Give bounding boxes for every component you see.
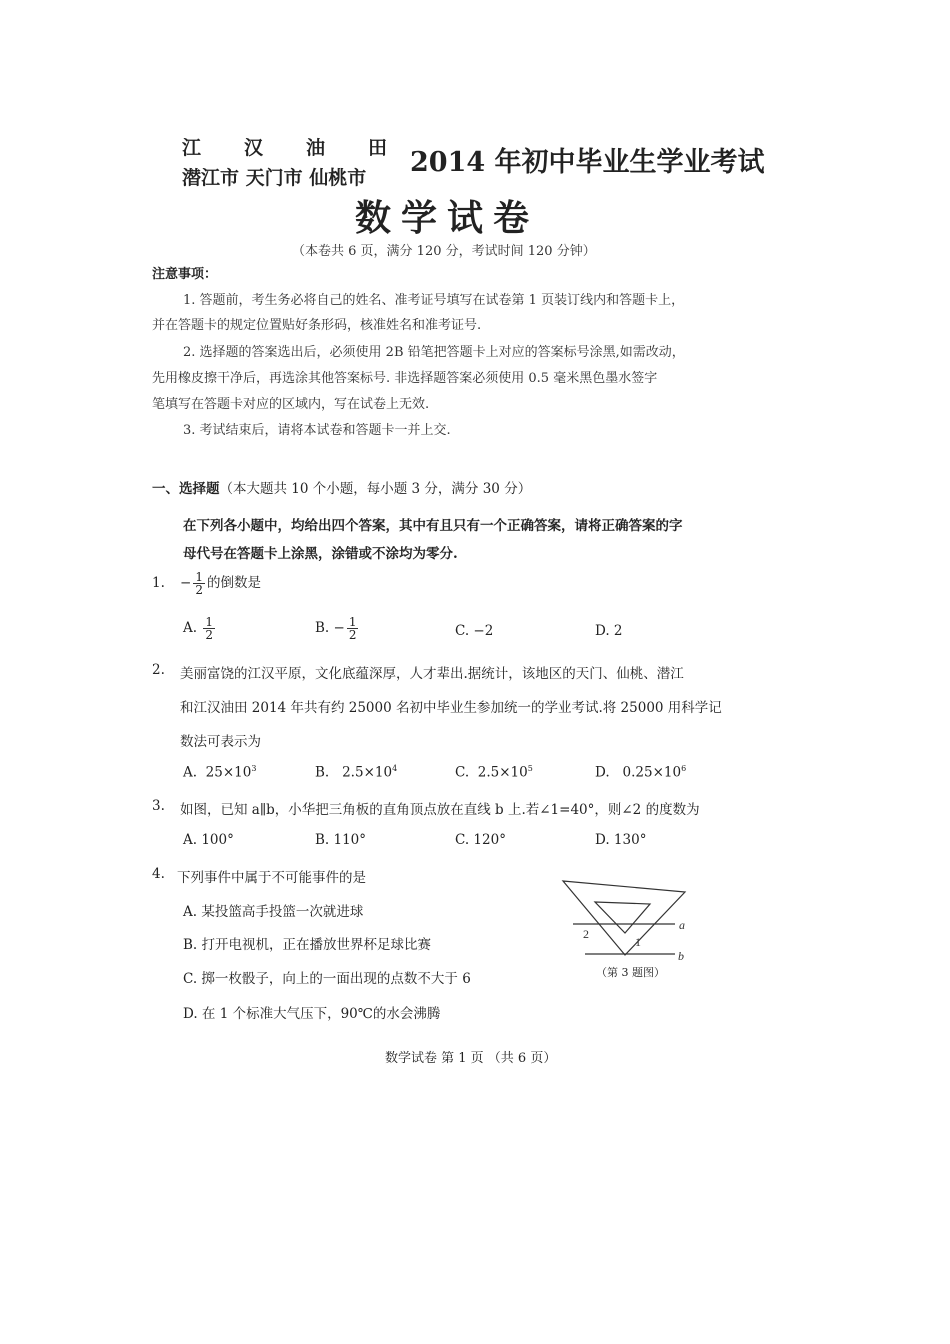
label-b: b <box>678 949 684 963</box>
notice-line: 并在答题卡的规定位置贴好条形码，核准姓名和准考证号. <box>152 318 482 333</box>
option-a <box>183 764 256 781</box>
option-c: C. −2 <box>455 623 494 639</box>
exponent: 4 <box>392 764 398 773</box>
label-angle-2: 2 <box>583 927 589 941</box>
section-heading <box>152 477 531 497</box>
option-b <box>315 616 360 641</box>
option-d <box>595 764 686 781</box>
question-number: 2. <box>152 662 165 678</box>
fraction-denominator: 2 <box>195 583 203 597</box>
option-label: C. <box>455 764 470 781</box>
option-a <box>183 616 217 641</box>
minus-sign: − <box>333 620 345 636</box>
question-stem: 数法可表示为 <box>180 734 261 750</box>
region-char: 江 <box>182 137 202 159</box>
notice-line: 先用橡皮擦干净后，再选涂其他答案标号. 非选择题答案必须使用 0.5 毫米黑色墨水签字 <box>152 371 658 386</box>
option-c: C. 掷一枚骰子，向上的一面出现的点数不大于 6 <box>183 971 471 987</box>
option-b: B. 打开电视机，正在播放世界杯足球比赛 <box>183 937 432 953</box>
notice-line: 2. 选择题的答案选出后，必须使用 2B 铅笔把答题卡上对应的答案标号涂黑,如需改动， <box>183 345 685 360</box>
option-value: 2.5×10 <box>342 764 393 781</box>
q3-figure <box>555 875 705 965</box>
page-title: 数学试卷 <box>355 197 540 239</box>
region-char: 田 <box>368 137 388 159</box>
section-meta: （本大题共 10 个小题，每小题 3 分，满分 30 分） <box>219 481 532 497</box>
option-c: C. 120° <box>455 832 506 848</box>
region-char: 油 <box>306 137 326 159</box>
question-stem: 如图，已知 a∥b，小华把三角板的直角顶点放在直线 b 上.若∠1=40°，则∠2 的度数为 <box>180 802 700 818</box>
option-label: A. <box>183 620 198 636</box>
figure-caption: （第 3 题图） <box>596 966 665 979</box>
option-d: D. 130° <box>595 832 647 848</box>
option-label: B. <box>315 764 330 781</box>
option-c <box>455 764 533 781</box>
option-label: B. <box>315 620 330 636</box>
option-value: 2.5×10 <box>477 764 528 781</box>
notice-heading: 注意事项： <box>152 267 218 282</box>
label-a: a <box>679 918 685 932</box>
exam-title: 2014 年初中毕业生学业考试 <box>410 147 765 178</box>
option-label: D. <box>595 764 610 781</box>
fraction-numerator: 1 <box>348 615 357 629</box>
fraction-denominator: 2 <box>348 628 357 642</box>
question-stem: 的倒数是 <box>206 575 261 591</box>
region-line-1 <box>182 133 387 160</box>
option-d: D. 在 1 个标准大气压下，90℃的水会沸腾 <box>183 1006 441 1022</box>
region-char: 汉 <box>244 137 264 159</box>
notice-line: 1. 答题前，考生务必将自己的姓名、准考证号填写在试卷第 1 页装订线内和答题卡上， <box>183 293 685 308</box>
question-stem: 和江汉油田 2014 年共有约 25000 名初中毕业生参加统一的学业考试.将 25000 用科学记 <box>180 700 722 716</box>
fraction-denominator: 2 <box>205 628 213 642</box>
option-label: A. <box>183 764 198 781</box>
exponent: 6 <box>681 764 687 773</box>
option-b: B. 110° <box>315 832 367 848</box>
option-a: A. 某投篮高手投篮一次就进球 <box>183 904 364 920</box>
question-number: 1. <box>152 575 165 591</box>
question-stem: 美丽富饶的江汉平原，文化底蕴深厚，人才辈出.据统计，该地区的天门、仙桃、潜江 <box>180 666 684 682</box>
question-1 <box>152 571 261 596</box>
option-a: A. 100° <box>183 832 234 848</box>
exponent: 3 <box>251 764 257 773</box>
section-instruction: 在下列各小题中，均给出四个答案，其中有且只有一个正确答案，请将正确答案的字 <box>183 518 683 534</box>
minus-sign: − <box>180 575 192 591</box>
option-b <box>315 764 397 781</box>
exam-subtitle: （本卷共 6 页，满分 120 分，考试时间 120 分钟） <box>292 244 596 259</box>
fraction <box>203 616 215 641</box>
option-d: D. 2 <box>595 623 623 639</box>
fraction-numerator: 1 <box>195 570 203 584</box>
question-number: 3. <box>152 798 165 814</box>
notice-line: 3. 考试结束后，请将本试卷和答题卡一并上交. <box>183 423 451 438</box>
page-footer: 数学试卷 第 1 页 （共 6 页） <box>385 1051 557 1066</box>
fraction <box>347 616 359 641</box>
section-instruction: 母代号在答题卡上涂黑，涂错或不涂均为零分. <box>183 546 458 562</box>
option-value: 0.25×10 <box>622 764 682 781</box>
label-angle-1: 1 <box>635 935 641 949</box>
outer-triangle <box>563 881 685 955</box>
fraction <box>193 571 205 596</box>
question-number: 4. <box>152 866 165 882</box>
notice-line: 笔填写在答题卡对应的区域内，写在试卷上无效. <box>152 397 430 412</box>
option-value: 25×10 <box>205 764 252 781</box>
exponent: 5 <box>527 764 533 773</box>
region-line-2: 潜江市 天门市 仙桃市 <box>182 167 367 189</box>
question-stem: 下列事件中属于不可能事件的是 <box>177 870 366 886</box>
section-title: 一、选择题 <box>152 481 220 497</box>
fraction-numerator: 1 <box>205 615 213 629</box>
